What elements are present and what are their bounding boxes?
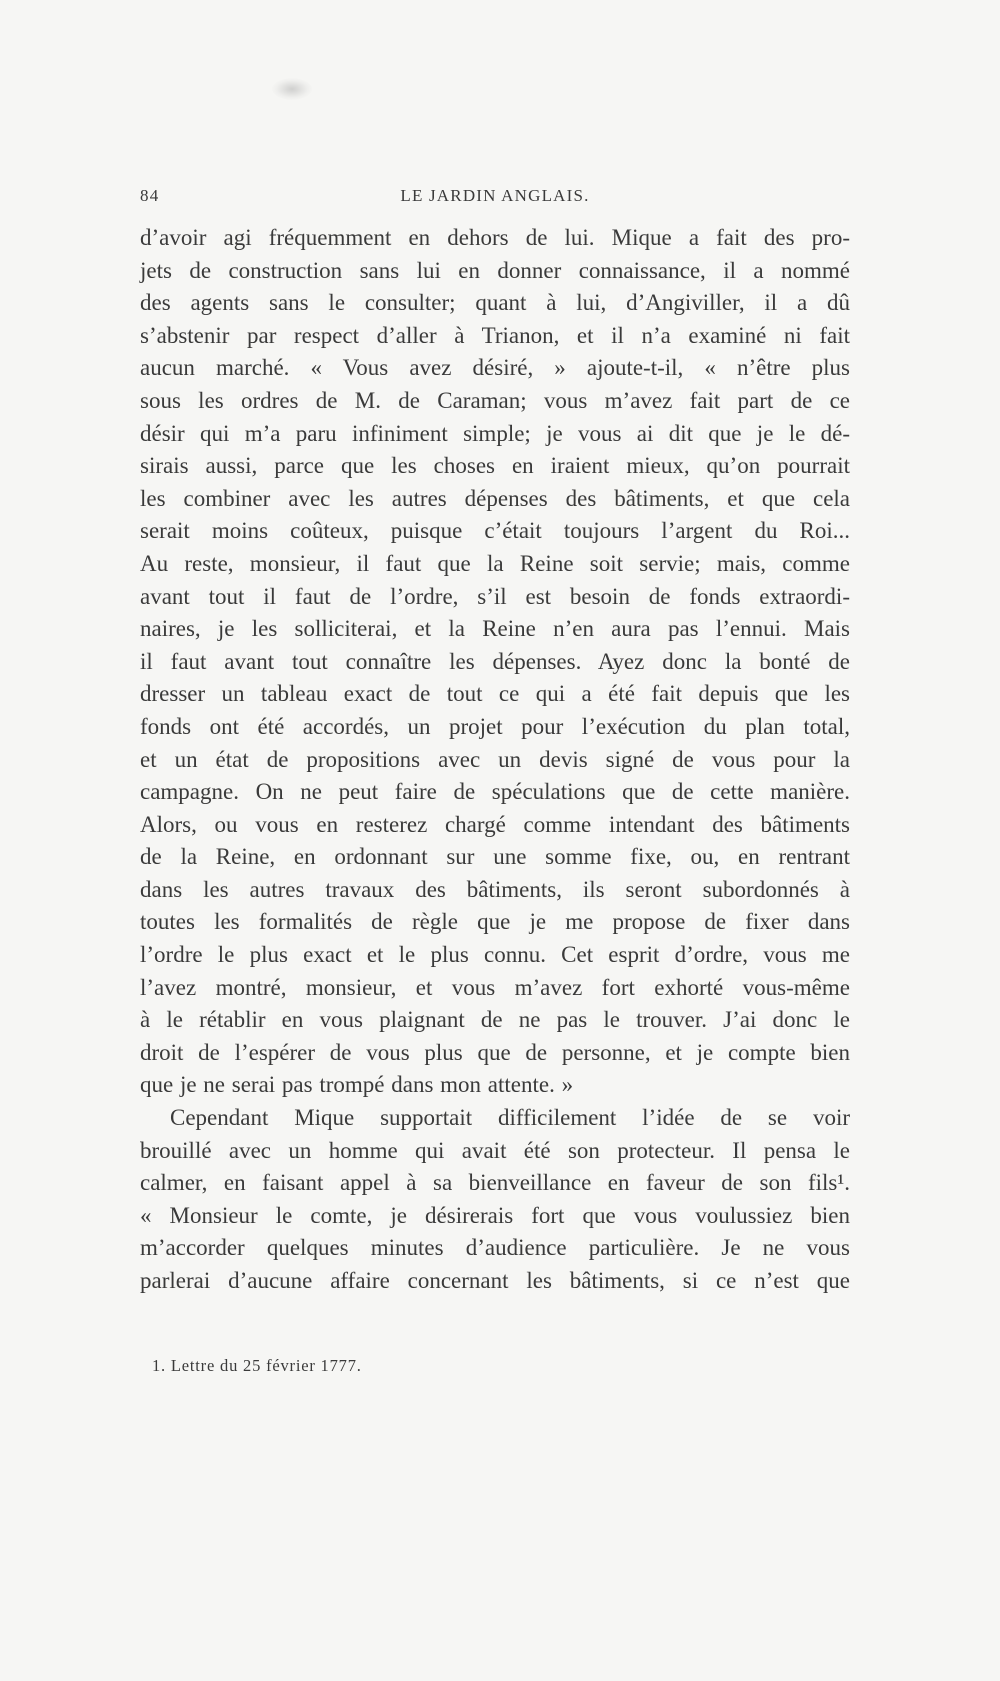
text-line: désir qui m’a paru infiniment simple; je vous ai dit que je le dé- <box>140 420 850 446</box>
text-line: campagne. On ne peut faire de spéculations que de cette manière. <box>140 779 850 805</box>
text-line: naires, je les solliciterai, et la Reine n’en aura pas l’ennui. Mais <box>140 616 850 642</box>
footnote: 1. Lettre du 25 février 1777. <box>152 1356 362 1375</box>
text-line: parlerai d’aucune affaire concernant les bâtiments, si ce n’est que <box>140 1268 850 1293</box>
text-line: d’avoir agi fréquemment en dehors de lui. Mique a fait des pro- <box>140 225 850 250</box>
text-line: jets de construction sans lui en donner connaissance, il a nommé <box>140 257 850 283</box>
text-line: Au reste, monsieur, il faut que la Reine soit servie; mais, comme <box>140 550 850 576</box>
text-line: Alors, ou vous en resterez chargé comme intendant des bâtiments <box>140 811 850 837</box>
text-line: serait moins coûteux, puisque c’était toujours l’argent du Roi... <box>140 518 850 544</box>
paragraph-end-line: que je ne serai pas trompé dans mon attente. » <box>140 1072 574 1098</box>
paragraph-start-line: Cependant Mique supportait difficilement l’idée de se voir <box>170 1105 850 1131</box>
text-line: dresser un tableau exact de tout ce qui a été fait depuis que les <box>140 681 850 707</box>
text-line: droit de l’espérer de vous plus que de personne, et je compte bien <box>140 1039 850 1065</box>
text-line: il faut avant tout connaître les dépenses. Ayez donc la bonté de <box>140 648 850 674</box>
text-line: les combiner avec les autres dépenses des bâtiments, et que cela <box>140 485 850 511</box>
text-line: « Monsieur le comte, je désirerais fort que vous voulussiez bien <box>140 1202 850 1228</box>
text-line: à le rétablir en vous plaignant de ne pas le trouver. J’ai donc le <box>140 1007 850 1033</box>
text-line: sirais aussi, parce que les choses en iraient mieux, qu’on pourrait <box>140 453 850 479</box>
text-line: l’ordre le plus exact et le plus connu. Cet esprit d’ordre, vous me <box>140 942 850 968</box>
text-line: des agents sans le consulter; quant à lui, d’Angiviller, il a dû <box>140 290 850 316</box>
text-line: s’abstenir par respect d’aller à Trianon, et il n’a examiné ni fait <box>140 322 850 348</box>
text-line: toutes les formalités de règle que je me propose de fixer dans <box>140 909 850 935</box>
text-line: aucun marché. « Vous avez désiré, » ajoute-t-il, « n’être plus <box>140 355 850 381</box>
text-line: avant tout il faut de l’ordre, s’il est besoin de fonds extraordi- <box>140 583 850 609</box>
page-number: 84 <box>140 186 160 205</box>
text-line: de la Reine, en ordonnant sur une somme fixe, ou, en rentrant <box>140 844 850 870</box>
body-text <box>140 222 850 1298</box>
text-line: m’accorder quelques minutes d’audience particulière. Je ne vous <box>140 1235 850 1261</box>
text-line: fonds ont été accordés, un projet pour l’exécution du plan total, <box>140 713 850 739</box>
text-line: l’avez montré, monsieur, et vous m’avez fort exhorté vous-même <box>140 974 850 1000</box>
text-line: brouillé avec un homme qui avait été son protecteur. Il pensa le <box>140 1137 850 1163</box>
text-line: calmer, en faisant appel à sa bienveillance en faveur de son fils¹. <box>140 1170 850 1196</box>
page-smudge <box>272 78 312 100</box>
running-head <box>140 180 850 210</box>
running-title: LE JARDIN ANGLAIS. <box>400 186 590 205</box>
text-line: et un état de propositions avec un devis signé de vous pour la <box>140 746 850 772</box>
text-line: dans les autres travaux des bâtiments, ils seront subordonnés à <box>140 876 850 902</box>
text-line: sous les ordres de M. de Caraman; vous m’avez fait part de ce <box>140 387 850 413</box>
